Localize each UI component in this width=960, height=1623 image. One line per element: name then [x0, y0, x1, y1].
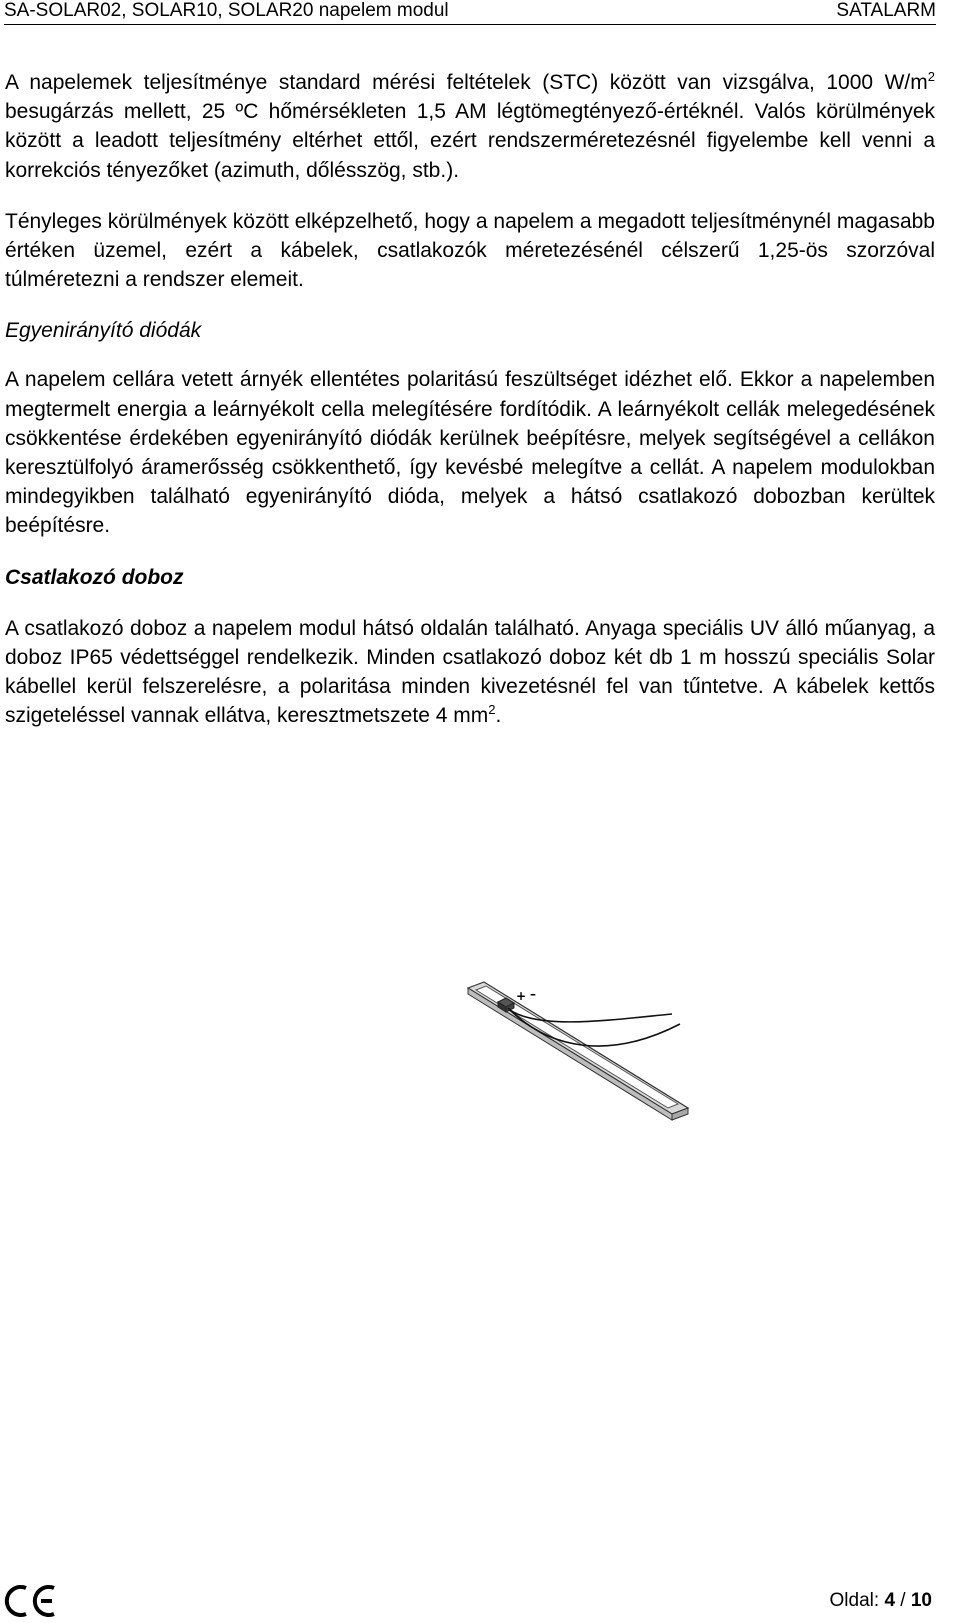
heading-diodes: Egyenirányító diódák: [5, 319, 202, 343]
document-body: [5, 68, 935, 730]
page-total: 10: [910, 1590, 932, 1611]
ce-mark-icon: [4, 1584, 58, 1618]
header-brand: SATALARM: [836, 0, 936, 21]
paragraph-stc-text-a: A napelemek teljesítménye standard mérési feltételek (STC) között van vizsgálva, 1000 W/m: [5, 71, 928, 94]
paragraph-diodes: A napelem cellára vetett árnyék ellentétes polaritású feszültséget idézhet elő. Ekkor a napelemben megtermelt energia a leárnyékolt cella melegítésére fordítódik. A leárnyékolt cellák melegedésének csökkentése érdekében egyenirányító diódák kerülnek beépítésre, melyek segítségével a cellákon keresztülfolyó áramerősség csökkenthető, így kevésbé melegítve a cellát. A napelem modulokban mindegyikben található egyenirányító dióda, melyek a hátsó csatlakozó dobozban kerültek beépítésre.: [5, 368, 935, 538]
paragraph-junction-box: [5, 614, 935, 731]
paragraph-stc: [5, 68, 935, 185]
superscript: 2: [927, 69, 935, 84]
minus-sign: –: [530, 987, 536, 1001]
page-number: [830, 1590, 932, 1612]
page-header: [4, 0, 936, 25]
page-current: 4: [884, 1590, 896, 1611]
paragraph-junction-text-a: A csatlakozó doboz a napelem modul hátsó oldalán található. Anyaga speciális UV álló műanyag, a doboz IP65 védettséggel rendelkezik. Minden csatlakozó doboz két db 1 m hosszú speciális Solar kábellel kerül felszerelésre, a polaritása minden kivezetésnél fel van tűntetve. A kábelek kettős szigeteléssel vannak ellátva, keresztmetszete 4 mm: [5, 616, 935, 728]
page-label: Oldal:: [829, 1590, 885, 1611]
plus-sign: +: [516, 989, 527, 1003]
ce-mark-logo: [4, 1584, 58, 1618]
solar-panel-illustration: [440, 980, 720, 1210]
heading-junction-box: Csatlakozó doboz: [5, 565, 184, 589]
solar-panel-drawing: [440, 980, 720, 1210]
page-separator: /: [895, 1590, 911, 1611]
paragraph-junction-text-b: .: [495, 704, 502, 728]
paragraph-stc-text-b: besugárzás mellett, 25 ºC hőmérsékleten 1,5 AM légtömegtényező-értéknél. Valós körülmények között a leadott teljesítmény eltérhet ettől, ezért rendszerméretezésnél figyelembe kell venni a korrekciós tényezőket (azimuth, dőlésszög, stb.).: [5, 100, 935, 182]
superscript: 2: [488, 702, 496, 718]
paragraph-oversizing: Tényleges körülmények között elképzelhető, hogy a napelem a megadott teljesítménynél magasabb értéken üzemel, ezért a kábelek, csatlakozók méretezésénél célszerű 1,25-ös szorzóval túlméretezni a rendszer elemeit.: [5, 209, 935, 292]
header-title: SA-SOLAR02, SOLAR10, SOLAR20 napelem modul: [4, 0, 449, 21]
